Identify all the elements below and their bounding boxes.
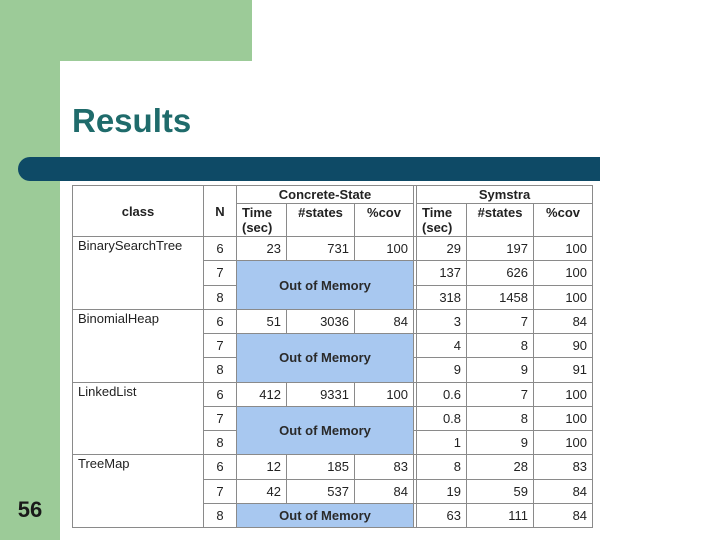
n-cell: 6 <box>204 455 237 479</box>
cs-cov-cell: 84 <box>355 309 414 333</box>
cs-time-cell: 12 <box>237 455 287 479</box>
header-n: N <box>204 186 237 237</box>
sy-time-cell: 0.6 <box>417 382 467 406</box>
out-of-memory-cell: Out of Memory <box>237 503 414 527</box>
sy-time-cell: 4 <box>417 334 467 358</box>
n-cell: 8 <box>204 285 237 309</box>
header-symstra: Symstra <box>417 186 593 204</box>
cs-states-cell: 731 <box>287 237 355 261</box>
sy-time-cell: 318 <box>417 285 467 309</box>
n-cell: 6 <box>204 382 237 406</box>
sy-cov-cell: 83 <box>534 455 593 479</box>
left-decor-band <box>0 0 60 540</box>
cs-states-cell: 3036 <box>287 309 355 333</box>
cs-time-cell: 23 <box>237 237 287 261</box>
header-time-unit: (sec) <box>422 220 453 235</box>
table-row <box>73 455 593 479</box>
sy-states-cell: 9 <box>467 358 534 382</box>
sy-time-cell: 137 <box>417 261 467 285</box>
header-time-unit: (sec) <box>242 220 273 235</box>
sy-time-cell: 63 <box>417 503 467 527</box>
sy-cov-cell: 84 <box>534 479 593 503</box>
n-cell: 8 <box>204 503 237 527</box>
header-cs-cov: %cov <box>355 204 414 237</box>
sy-states-cell: 1458 <box>467 285 534 309</box>
header-concrete-state: Concrete-State <box>237 186 414 204</box>
sy-states-cell: 59 <box>467 479 534 503</box>
sy-cov-cell: 100 <box>534 285 593 309</box>
cs-time-cell: 42 <box>237 479 287 503</box>
table-row <box>73 237 593 261</box>
sy-cov-cell: 90 <box>534 334 593 358</box>
sy-time-cell: 9 <box>417 358 467 382</box>
n-cell: 7 <box>204 406 237 430</box>
slide-number: 56 <box>17 497 43 522</box>
n-cell: 7 <box>204 334 237 358</box>
slide-title: Results <box>72 102 192 139</box>
cs-cov-cell: 83 <box>355 455 414 479</box>
sy-time-cell: 8 <box>417 455 467 479</box>
results-body <box>73 237 593 528</box>
results-table <box>72 185 593 528</box>
sy-states-cell: 8 <box>467 334 534 358</box>
cs-cov-cell: 100 <box>355 237 414 261</box>
header-class: class <box>73 186 204 237</box>
cs-cov-cell: 100 <box>355 382 414 406</box>
sy-cov-cell: 84 <box>534 309 593 333</box>
header-cs-states: #states <box>287 204 355 237</box>
sy-states-cell: 197 <box>467 237 534 261</box>
header-sy-cov: %cov <box>534 204 593 237</box>
cs-states-cell: 9331 <box>287 382 355 406</box>
sy-states-cell: 9 <box>467 431 534 455</box>
sy-states-cell: 8 <box>467 406 534 430</box>
cs-cov-cell: 84 <box>355 479 414 503</box>
n-cell: 7 <box>204 479 237 503</box>
sy-cov-cell: 100 <box>534 261 593 285</box>
class-name-cell: TreeMap <box>73 455 204 528</box>
title-underline-bar <box>18 157 600 181</box>
header-sy-states: #states <box>467 204 534 237</box>
table-row <box>73 382 593 406</box>
cs-time-cell: 412 <box>237 382 287 406</box>
n-cell: 6 <box>204 237 237 261</box>
out-of-memory-cell: Out of Memory <box>237 406 414 455</box>
class-name-cell: LinkedList <box>73 382 204 455</box>
top-decor-band <box>0 0 252 61</box>
header-cs-time <box>237 204 287 237</box>
sy-cov-cell: 100 <box>534 431 593 455</box>
sy-cov-cell: 100 <box>534 406 593 430</box>
n-cell: 8 <box>204 358 237 382</box>
sy-time-cell: 19 <box>417 479 467 503</box>
table-row <box>73 309 593 333</box>
header-time-label: Time <box>422 205 453 220</box>
cs-states-cell: 185 <box>287 455 355 479</box>
sy-cov-cell: 100 <box>534 237 593 261</box>
sy-states-cell: 7 <box>467 309 534 333</box>
out-of-memory-cell: Out of Memory <box>237 334 414 383</box>
cs-time-cell: 51 <box>237 309 287 333</box>
sy-states-cell: 111 <box>467 503 534 527</box>
sy-cov-cell: 100 <box>534 382 593 406</box>
header-sy-time <box>417 204 467 237</box>
sy-cov-cell: 91 <box>534 358 593 382</box>
class-name-cell: BinarySearchTree <box>73 237 204 310</box>
cs-states-cell: 537 <box>287 479 355 503</box>
sy-time-cell: 3 <box>417 309 467 333</box>
n-cell: 7 <box>204 261 237 285</box>
sy-time-cell: 29 <box>417 237 467 261</box>
out-of-memory-cell: Out of Memory <box>237 261 414 310</box>
sy-time-cell: 1 <box>417 431 467 455</box>
n-cell: 8 <box>204 431 237 455</box>
sy-states-cell: 7 <box>467 382 534 406</box>
sy-cov-cell: 84 <box>534 503 593 527</box>
header-time-label: Time <box>242 205 273 220</box>
sy-time-cell: 0.8 <box>417 406 467 430</box>
class-name-cell: BinomialHeap <box>73 309 204 382</box>
sy-states-cell: 626 <box>467 261 534 285</box>
sy-states-cell: 28 <box>467 455 534 479</box>
n-cell: 6 <box>204 309 237 333</box>
